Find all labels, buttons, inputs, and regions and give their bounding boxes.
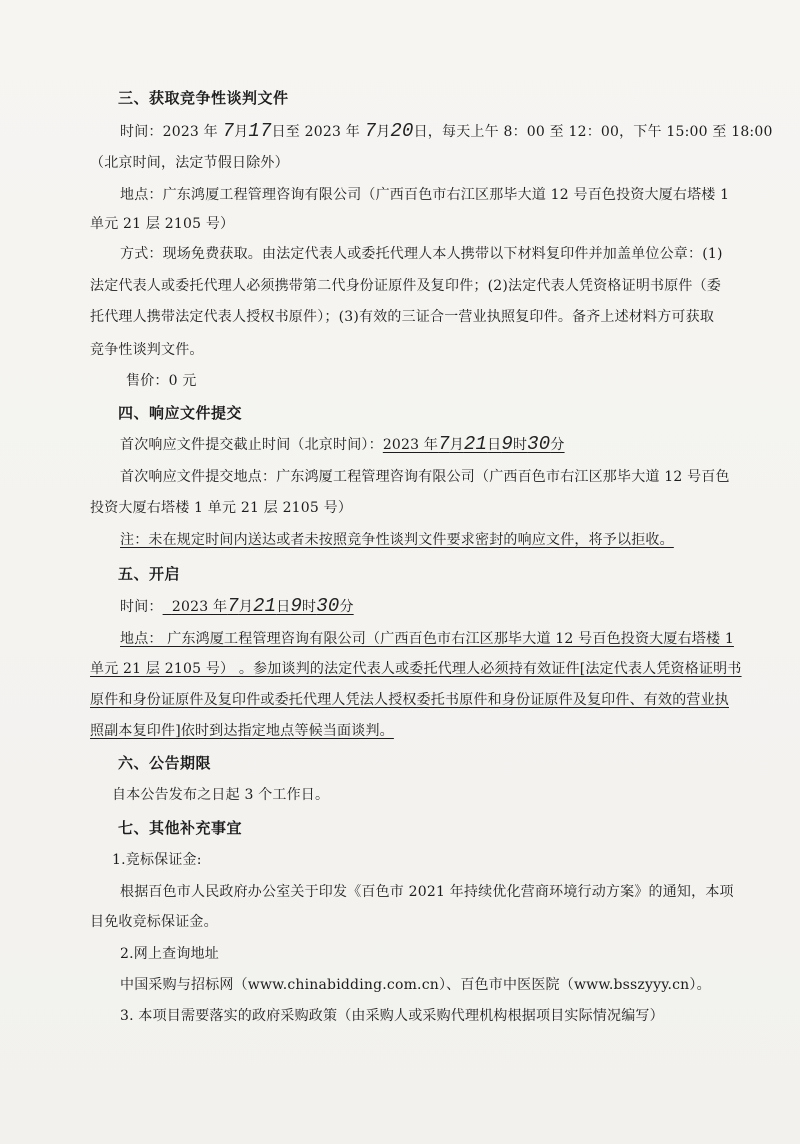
s3-method-line-4: 竞争性谈判文件。 [90,342,204,358]
deadline-value: 2023 年7月21日9时30分 [382,433,565,455]
s5-location-line-4: 照副本复印件]依时到达指定地点等候当面谈判。 [90,723,394,739]
s7-item2-text: 中国采购与招标网（www.chinabidding.com.cn）、百色市中医医院（www.bsszyyy.cn）。 [120,977,711,993]
section-3-heading: 三、获取竞争性谈判文件 [118,89,289,107]
s3-time-line: 时间：2023 年 7月17日至 2023 年 7月20日，每天上午 8：00 至 12：00，下午 15:00 至 18:00 [120,120,773,142]
s4-note: 注：未在规定时间内送达或者未按照竞争性谈判文件要求密封的响应文件，将予以拒收。 [120,532,674,548]
s7-item2-title: 2.网上查询地址 [120,946,219,962]
section-5-heading: 五、开启 [118,565,181,583]
s7-item1-title: 1.竞标保证金: [112,852,202,868]
s7-item1-line-2: 目免收竞标保证金。 [90,914,218,930]
s3-price: 售价：0 元 [126,373,197,389]
handwritten-day: 17 [248,120,272,142]
s4-deadline-line: 首次响应文件提交截止时间（北京时间）：2023 年7月21日9时30分 [120,433,565,455]
s5-location-line-3: 原件和身份证原件及复印件或委托代理人凭法人授权委托书原件和身份证原件及复印件、有效的营业执 [90,692,729,708]
s7-item1-line-1: 根据百色市人民政府办公室关于印发《百色市 2021 年持续优化营商环境行动方案》的通知，本项 [120,884,734,900]
section-6-heading: 六、公告期限 [118,754,212,772]
handwritten-day: 20 [390,120,414,142]
s5-location-line-1: 地点： 广东鸿厦工程管理咨询有限公司（广西百色市右江区那毕大道 12 号百色投资大厦右塔楼 1 [120,631,734,647]
section-4-heading: 四、响应文件提交 [118,404,243,422]
s3-location-line-2: 单元 21 层 2105 号） [90,216,235,232]
section-7-heading: 七、其他补充事宜 [118,819,243,837]
s7-item3: 3. 本项目需要落实的政府采购政策（由采购人或采购代理机构根据项目实际情况编写） [120,1008,664,1024]
opening-time-value: 2023 年7月21日9时30分 [171,595,354,617]
s3-method-line-3: 托代理人携带法定代表人授权书原件）；(3)有效的三证合一营业执照复印件。备齐上述材料方可获取 [90,309,715,325]
s3-method-line-1: 方式：现场免费获取。由法定代表人或委托代理人本人携带以下材料复印件并加盖单位公章：(1) [120,246,723,262]
handwritten-month: 7 [364,120,377,142]
s4-place-line-1: 首次响应文件提交地点：广东鸿厦工程管理咨询有限公司（广西百色市右江区那毕大道 12 号百色 [120,469,730,485]
handwritten-month: 7 [222,120,235,142]
s6-text: 自本公告发布之日起 3 个工作日。 [112,787,330,803]
s5-time-line: 时间： 2023 年7月21日9时30分 [120,595,354,617]
s3-method-line-2: 法定代表人或委托代理人必须携带第二代身份证原件及复印件；(2)法定代表人凭资格证明书原件（委 [90,278,722,294]
s3-location-line-1: 地点：广东鸿厦工程管理咨询有限公司（广西百色市右江区那毕大道 12 号百色投资大厦右塔楼 1 [120,187,730,203]
s5-location-line-2: 单元 21 层 2105 号） 。参加谈判的法定代表人或委托代理人必须持有效证件[法定代表人凭资格证明书 [90,661,742,677]
s4-place-line-2: 投资大厦右塔楼 1 单元 21 层 2105 号） [90,500,353,516]
s3-time-note: （北京时间，法定节假日除外） [90,155,289,171]
